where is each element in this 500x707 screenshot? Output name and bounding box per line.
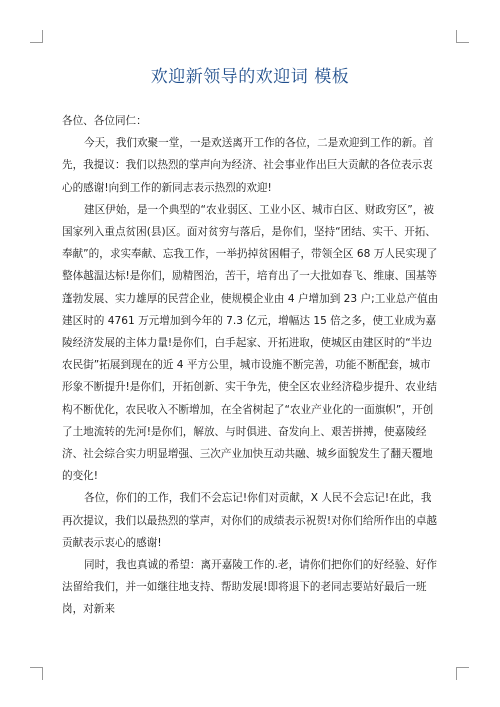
salutation: 各位、各位同仁： [62, 115, 147, 127]
paragraph-achievements: 建区伊始，是一个典型的“农业弱区、工业小区、城市白区、财政穷区”，被国家列入重点贫困(县)区。面对贫穷与落后，是你们，坚持“团结、实干、开拓、奉献”的，求实奉献、忘我工作，一举扔掉贫困帽子，带领全区 68 万人民实现了整体越温达标!是你们，励精图治，苦干，培育出了一大批如春飞、维康、国基等蓬勃发展、实力雄厚的民营企业，使规模企业由 4 户增加到 23 户;工业总产值由建区时的 4761 万元增加到今年的 7.3 亿元，增幅达 15 倍之多，使工业成为嘉陵经济发展的主体力量!是你们，白手起家、开拓进取，使城区由建区时的“半边农民街”拓展到现在的近 4 平方公里，城市设施不断完善，功能不断配套，城市形象不断提升!是你们，开拓创新、实干争先，使全区农业经济稳步提升、农业结构不断优化，农民收入不断增加，在全省树起了“农业产业化的一面旗帜”，开创了土地流转的先河!是你们，解放、与时俱进、奋发向上、艰苦拼搏，使嘉陵经济、社会综合实力明显增强、三次产业加快互动共融、城乡面貌发生了翻天覆地的变化! [62, 203, 439, 483]
crop-mark-bottom-left [30, 667, 43, 680]
document-body [62, 110, 440, 621]
document-title: 欢迎新领导的欢迎词 模板 [150, 67, 350, 87]
crop-mark-top-left [30, 30, 43, 43]
crop-mark-bottom-right [456, 667, 469, 680]
paragraph-gratitude: 各位，你们的工作，我们不会忘记!你们对贡献，X 人民不会忘记!在此，我再次提议，我们以最热烈的掌声，对你们的成绩表示祝贺!对你们给所作出的卓越贡献表示衷心的感谢! [62, 492, 438, 549]
paragraph-hopes: 同时，我也真诚的希望：离开嘉陵工作的.老，请你们把你们的好经验、好作法留给我们，并一如继往地支持、帮助发展!即将退下的老同志要站好最后一班岗，对新来 [62, 559, 437, 616]
paragraph-welcome: 今天，我们欢聚一堂，一是欢送离开工作的各位，二是欢迎到工作的新。首先，我提议：我们以热烈的掌声向为经济、社会事业作出巨大贡献的各位表示衷心的感谢!向到工作的新同志表示热烈的欢迎! [62, 137, 434, 194]
crop-mark-top-right [456, 30, 469, 43]
